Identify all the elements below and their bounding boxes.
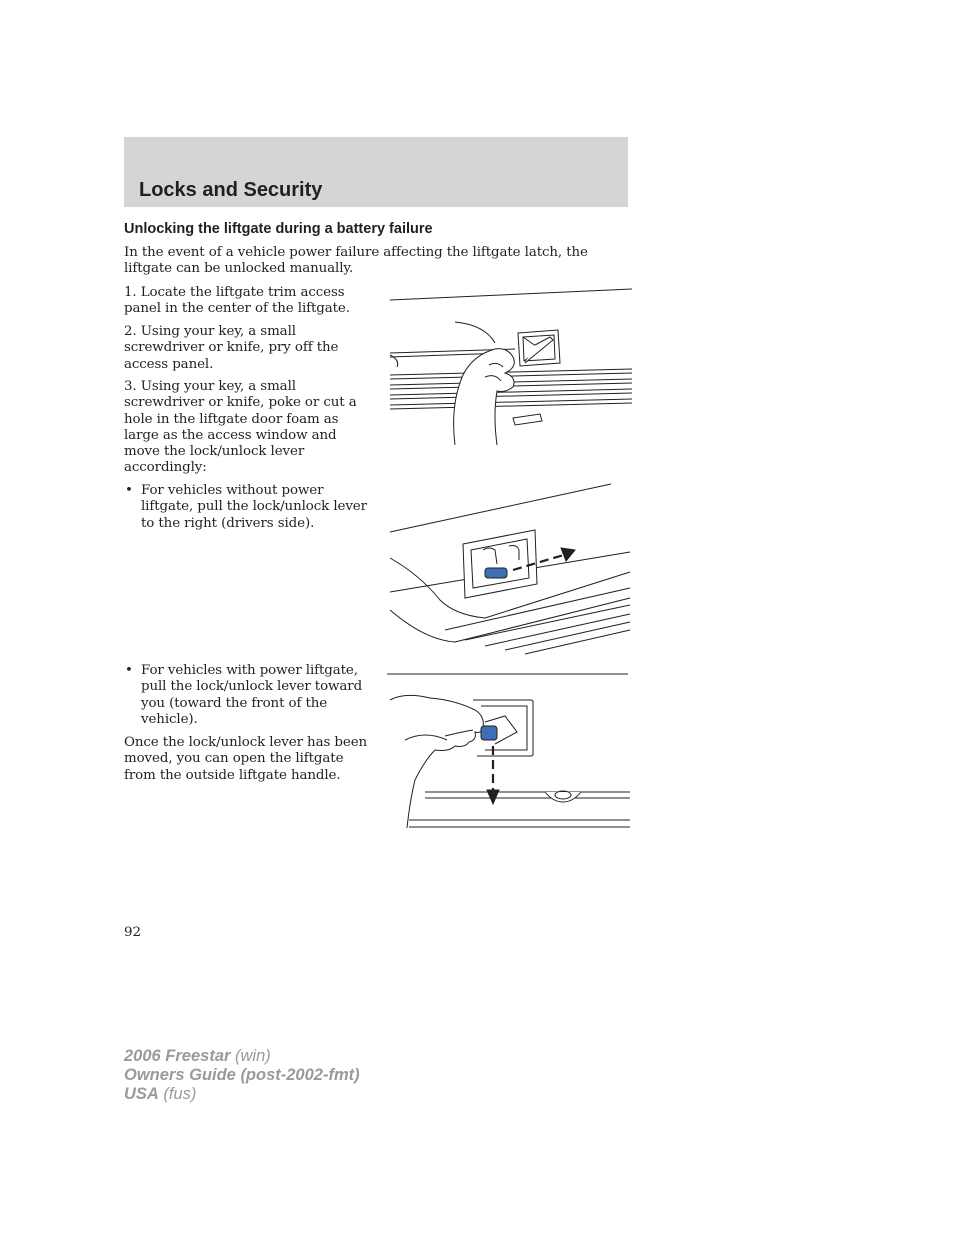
page-number: 92 — [124, 925, 142, 940]
lever-toward-you-illustration — [385, 670, 635, 835]
bullet-symbol: • — [125, 483, 133, 498]
liftgate-ribs — [390, 369, 632, 409]
lever-right-illustration — [385, 480, 635, 655]
liftgate-edge-line — [390, 289, 632, 300]
bullet-no-power-liftgate — [124, 483, 376, 532]
arrow-right-icon — [561, 548, 575, 561]
liftgate-trim-panel-illustration — [385, 285, 635, 455]
liftgate-lower-edge — [409, 792, 630, 827]
trim-curve — [455, 322, 495, 343]
liftgate-lower-contour — [390, 598, 630, 642]
footer-model-code: (win) — [230, 1047, 271, 1065]
bullet-symbol: • — [125, 663, 133, 678]
bullet-power-liftgate — [124, 663, 376, 728]
footer-market-code: (fus) — [158, 1085, 197, 1103]
footer-guide: Owners Guide (post-2002-fmt) — [124, 1066, 360, 1084]
bullet-text: For vehicles with power liftgate, pull the lock/unlock lever toward you (toward the front of the vehicle). — [141, 663, 363, 727]
lock-lever — [485, 568, 507, 578]
step-2: 2. Using your key, a small screwdriver or knife, pry off the access panel. — [124, 324, 339, 372]
footer-model: 2006 Freestar — [124, 1047, 231, 1065]
liftgate-top-edge — [390, 484, 611, 532]
step-1: 1. Locate the liftgate trim access panel in the center of the liftgate. — [124, 285, 350, 317]
document-footer — [124, 1047, 360, 1104]
bullet-text: For vehicles without power liftgate, pull the lock/unlock lever to the right (drivers side). — [141, 483, 367, 531]
lock-lever — [481, 726, 497, 740]
hand-outline — [454, 349, 515, 445]
step-3: 3. Using your key, a small screwdriver or knife, poke or cut a hole in the liftgate door foam as large as the access window and move the lock/unlock lever accordingly: — [124, 379, 357, 476]
latch-bumper — [545, 792, 581, 802]
closing-paragraph: Once the lock/unlock lever has been moved, you can open the liftgate from the outside liftgate handle. — [124, 735, 368, 783]
section-title: Locks and Security — [139, 179, 323, 201]
footer-line-1 — [124, 1047, 360, 1066]
liftgate-handle-slot — [513, 414, 542, 425]
footer-line-2 — [124, 1066, 360, 1085]
intro-paragraph: In the event of a vehicle power failure affecting the liftgate latch, the liftgate can be unlocked manually. — [124, 245, 588, 277]
footer-market: USA — [124, 1085, 159, 1103]
subheading: Unlocking the liftgate during a battery failure — [124, 221, 433, 237]
hand-outline — [390, 695, 483, 828]
footer-line-3 — [124, 1085, 360, 1104]
